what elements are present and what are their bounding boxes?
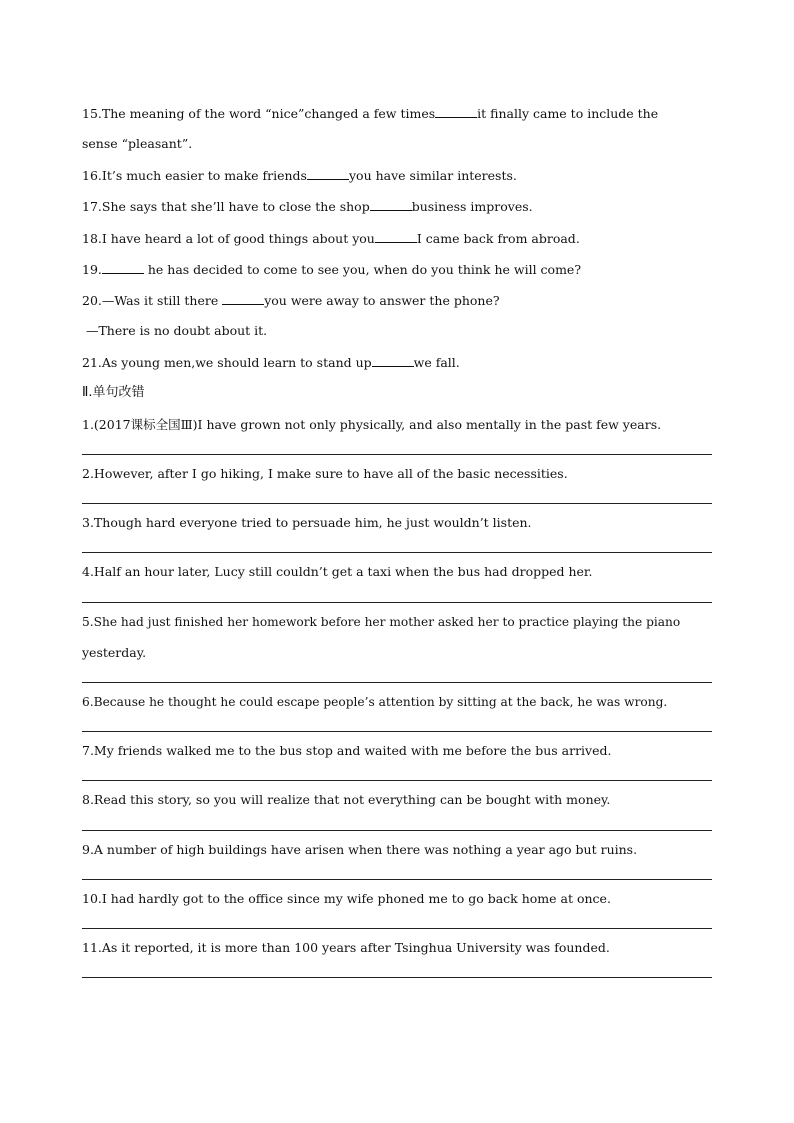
answer-line[interactable] (82, 602, 712, 603)
answer-blank[interactable] (307, 167, 349, 180)
correction-9: 9.A number of high buildings have arisen when there was nothing a year ago but ruins. (82, 842, 638, 857)
correction-2: 2.However, after I go hiking, I make sure to have all of the basic necessities. (82, 466, 568, 481)
question-text: you have similar interests. (348, 168, 517, 183)
answer-line[interactable] (82, 780, 712, 781)
answer-line[interactable] (82, 977, 712, 978)
question-text: 15.The meaning of the word “nice”changed a few times (82, 106, 436, 121)
question-text: it finally came to include the (477, 106, 659, 121)
correction-7: 7.My friends walked me to the bus stop and waited with me before the bus arrived. (82, 743, 612, 758)
correction-10: 10.I had hardly got to the office since my wife phoned me to go back home at once. (82, 891, 611, 906)
answer-line[interactable] (82, 682, 712, 683)
question-15-continued: sense “pleasant”. (82, 136, 193, 151)
question-text: you were away to answer the phone? (264, 293, 500, 308)
question-16 (82, 167, 517, 184)
answer-line[interactable] (82, 731, 712, 732)
correction-11: 11.As it reported, it is more than 100 years after Tsinghua University was founded. (82, 940, 610, 955)
question-text: 17.She says that she’ll have to close the shop (82, 199, 370, 214)
question-15 (82, 105, 712, 122)
answer-line[interactable] (82, 454, 712, 455)
answer-blank[interactable] (222, 292, 264, 305)
question-18 (82, 230, 580, 247)
correction-8: 8.Read this story, so you will realize that not everything can be bought with money. (82, 792, 611, 807)
answer-blank[interactable] (372, 354, 414, 367)
question-21 (82, 354, 460, 371)
question-text: 20.—Was it still there (82, 293, 223, 308)
question-text: I came back from abroad. (416, 231, 580, 246)
correction-6: 6.Because he thought he could escape people’s attention by sitting at the back, he was wrong. (82, 695, 668, 709)
correction-5-continued: yesterday. (82, 645, 147, 660)
correction-5: 5.She had just finished her homework before her mother asked her to practice playing the piano (82, 615, 681, 629)
question-text: 21.As young men,we should learn to stand up (82, 355, 372, 370)
question-19 (82, 261, 581, 278)
answer-line[interactable] (82, 928, 712, 929)
answer-line[interactable] (82, 552, 712, 553)
correction-3: 3.Though hard everyone tried to persuade him, he just wouldn’t listen. (82, 515, 532, 530)
answer-blank[interactable] (435, 105, 477, 118)
answer-blank[interactable] (370, 198, 412, 211)
question-20-reply: —There is no doubt about it. (82, 323, 268, 338)
answer-line[interactable] (82, 830, 712, 831)
answer-blank[interactable] (102, 261, 144, 274)
question-17 (82, 198, 533, 215)
question-text: 18.I have heard a lot of good things about you (82, 231, 375, 246)
section-title: Ⅱ.单句改错 (82, 385, 145, 400)
answer-line[interactable] (82, 503, 712, 504)
question-20 (82, 292, 500, 309)
question-text: 16.It’s much easier to make friends (82, 168, 307, 183)
correction-1: 1.(2017课标全国Ⅲ)I have grown not only physically, and also mentally in the past few years. (82, 417, 662, 432)
correction-4: 4.Half an hour later, Lucy still couldn’t get a taxi when the bus had dropped her. (82, 564, 593, 579)
answer-blank[interactable] (375, 230, 417, 243)
question-text: we fall. (413, 355, 460, 370)
question-text: he has decided to come to see you, when do you think he will come? (143, 262, 582, 277)
answer-line[interactable] (82, 879, 712, 880)
question-text: business improves. (411, 199, 533, 214)
question-text: 19. (82, 262, 102, 277)
